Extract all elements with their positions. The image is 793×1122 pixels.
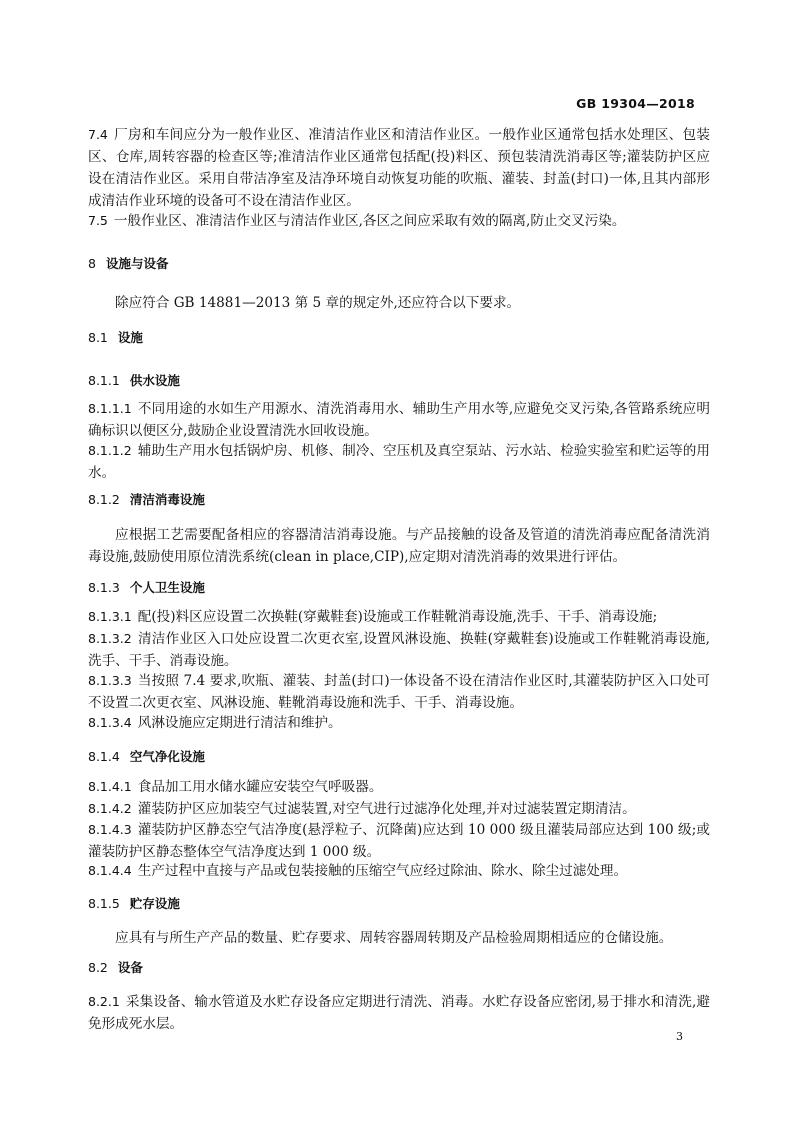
clause-text: 清洁作业区入口处应设置二次更衣室,设置风淋设施、换鞋(穿戴鞋套)设施或工作鞋靴消毒设施,洗手、干手、消毒设施。 bbox=[88, 631, 710, 669]
heading-text: 贮存设施 bbox=[129, 896, 180, 911]
clause-text: 当按照 7.4 要求,吹瓶、灌装、封盖(封口)一体设备不设在清洁作业区时,其灌装防护区入口处可不设置二次更衣室、风淋设施、鞋靴消毒设施和洗手、干手、消毒设施。 bbox=[88, 673, 710, 711]
section-heading-8-1 bbox=[88, 327, 143, 349]
clause-8-1-3-1 bbox=[88, 606, 710, 628]
clause-8-1-4-4 bbox=[88, 860, 710, 882]
clause-number: 8.1.4.1 bbox=[88, 779, 132, 794]
clause-number: 8.2.1 bbox=[88, 994, 120, 1009]
clause-number: 7.5 bbox=[88, 213, 108, 228]
clause-number: 8.1.4.3 bbox=[88, 822, 132, 837]
heading-text: 空气净化设施 bbox=[129, 749, 205, 764]
clause-text: 灌装防护区应加装空气过滤装置,对空气进行过滤净化处理,并对过滤装置定期清洁。 bbox=[137, 801, 636, 817]
section-heading-8-2 bbox=[88, 957, 143, 979]
clause-8-1-1-2 bbox=[88, 440, 710, 484]
clause-7-4 bbox=[88, 124, 710, 212]
clause-8-1-3-4 bbox=[88, 712, 710, 734]
intro-paragraph: 除应符合 GB 14881—2013 第 5 章的规定外,还应符合以下要求。 bbox=[115, 295, 521, 311]
heading-number: 8.1 bbox=[88, 330, 108, 345]
heading-text: 供水设施 bbox=[129, 373, 180, 388]
clause-7-5 bbox=[88, 210, 710, 232]
heading-number: 8.2 bbox=[88, 960, 108, 975]
clause-text: 采集设备、输水管道及水贮存设备应定期进行清洗、消毒。水贮存设备应密闭,易于排水和清洗,避免形成死水层。 bbox=[88, 994, 710, 1032]
clause-number: 8.1.3.2 bbox=[88, 631, 132, 646]
page-number: 3 bbox=[676, 1030, 683, 1043]
clause-8-1-3-3 bbox=[88, 670, 710, 714]
heading-text: 设施 bbox=[117, 330, 143, 345]
heading-number: 8.1.4 bbox=[88, 749, 120, 764]
clause-text: 生产过程中直接与产品或包装接触的压缩空气应经过除油、除水、除尘过滤处理。 bbox=[137, 863, 628, 879]
clause-text: 灌装防护区静态空气洁净度(悬浮粒子、沉降菌)应达到 10 000 级且灌装局部应达到 100 级;或灌装防护区静态整体空气洁净度达到 1 000 级。 bbox=[88, 822, 710, 860]
heading-number: 8.1.2 bbox=[88, 492, 120, 507]
heading-text: 清洁消毒设施 bbox=[129, 492, 205, 507]
heading-number: 8 bbox=[88, 256, 96, 271]
heading-text: 设施与设备 bbox=[105, 256, 169, 271]
clause-number: 8.1.4.2 bbox=[88, 801, 132, 816]
paragraph-8-1-5: 应具有与所生产产品的数量、贮存要求、周转容器周转期及产品检验周期相适应的仓储设施。 bbox=[115, 930, 673, 946]
clause-8-1-4-3 bbox=[88, 819, 710, 863]
clause-number: 8.1.3.4 bbox=[88, 715, 132, 730]
heading-number: 8.1.1 bbox=[88, 373, 120, 388]
clause-8-2-1 bbox=[88, 991, 710, 1035]
clause-text: 厂房和车间应分为一般作业区、准清洁作业区和清洁作业区。一般作业区通常包括水处理区、包装区、仓库,周转容器的检查区等;准清洁作业区通常包括配(投)料区、预包装清洗消毒区等;灌装防护区应设在清洁作业区。采用自带洁净室及洁净环境自动恢复功能的吹瓶、灌装、封盖(封口)一体,且其内部形成清洁作业环境的设备可不设在清洁作业区。 bbox=[88, 127, 710, 209]
clause-8-1-4-2 bbox=[88, 798, 710, 820]
clause-text: 不同用途的水如生产用源水、清洗消毒用水、辅助生产用水等,应避免交叉污染,各管路系统应明确标识以便区分,鼓励企业设置清洗水回收设施。 bbox=[88, 401, 710, 439]
clause-number: 8.1.3.3 bbox=[88, 673, 132, 688]
standard-code: GB 19304—2018 bbox=[576, 96, 695, 111]
paragraph-8-1-2: 应根据工艺需要配备相应的容器清洁消毒设施。与产品接触的设备及管道的清洗消毒应配备清洗消毒设施,鼓励使用原位清洗系统(clean in place,CIP),应定期对清洗消毒的效果进行评估。 bbox=[88, 527, 710, 565]
clause-8-1-1-1 bbox=[88, 398, 710, 442]
clause-text: 一般作业区、准清洁作业区与清洁作业区,各区之间应采取有效的隔离,防止交叉污染。 bbox=[113, 213, 626, 229]
clause-text: 配(投)料区应设置二次换鞋(穿戴鞋套)设施或工作鞋靴消毒设施,洗手、干手、消毒设施; bbox=[137, 609, 658, 625]
clause-8-1-3-2 bbox=[88, 628, 710, 672]
section-heading-8-1-5 bbox=[88, 893, 180, 915]
section-heading-8-1-2 bbox=[88, 489, 205, 511]
clause-number: 8.1.1.2 bbox=[88, 443, 132, 458]
clause-8-1-4-1 bbox=[88, 776, 710, 798]
clause-number: 8.1.4.4 bbox=[88, 863, 132, 878]
section-heading-8 bbox=[88, 253, 168, 275]
heading-number: 8.1.5 bbox=[88, 896, 120, 911]
section-heading-8-1-1 bbox=[88, 370, 180, 392]
clause-text: 辅助生产用水包括锅炉房、机修、制冷、空压机及真空泵站、污水站、检验实验室和贮运等的用水。 bbox=[88, 443, 710, 481]
clause-number: 7.4 bbox=[88, 127, 108, 142]
clause-text: 食品加工用水储水罐应安装空气呼吸器。 bbox=[137, 779, 383, 795]
heading-number: 8.1.3 bbox=[88, 580, 120, 595]
heading-text: 个人卫生设施 bbox=[129, 580, 205, 595]
clause-number: 8.1.1.1 bbox=[88, 401, 132, 416]
clause-text: 风淋设施应定期进行清洁和维护。 bbox=[137, 715, 342, 731]
heading-text: 设备 bbox=[117, 960, 143, 975]
section-heading-8-1-4 bbox=[88, 746, 205, 768]
clause-number: 8.1.3.1 bbox=[88, 609, 132, 624]
section-heading-8-1-3 bbox=[88, 577, 205, 599]
